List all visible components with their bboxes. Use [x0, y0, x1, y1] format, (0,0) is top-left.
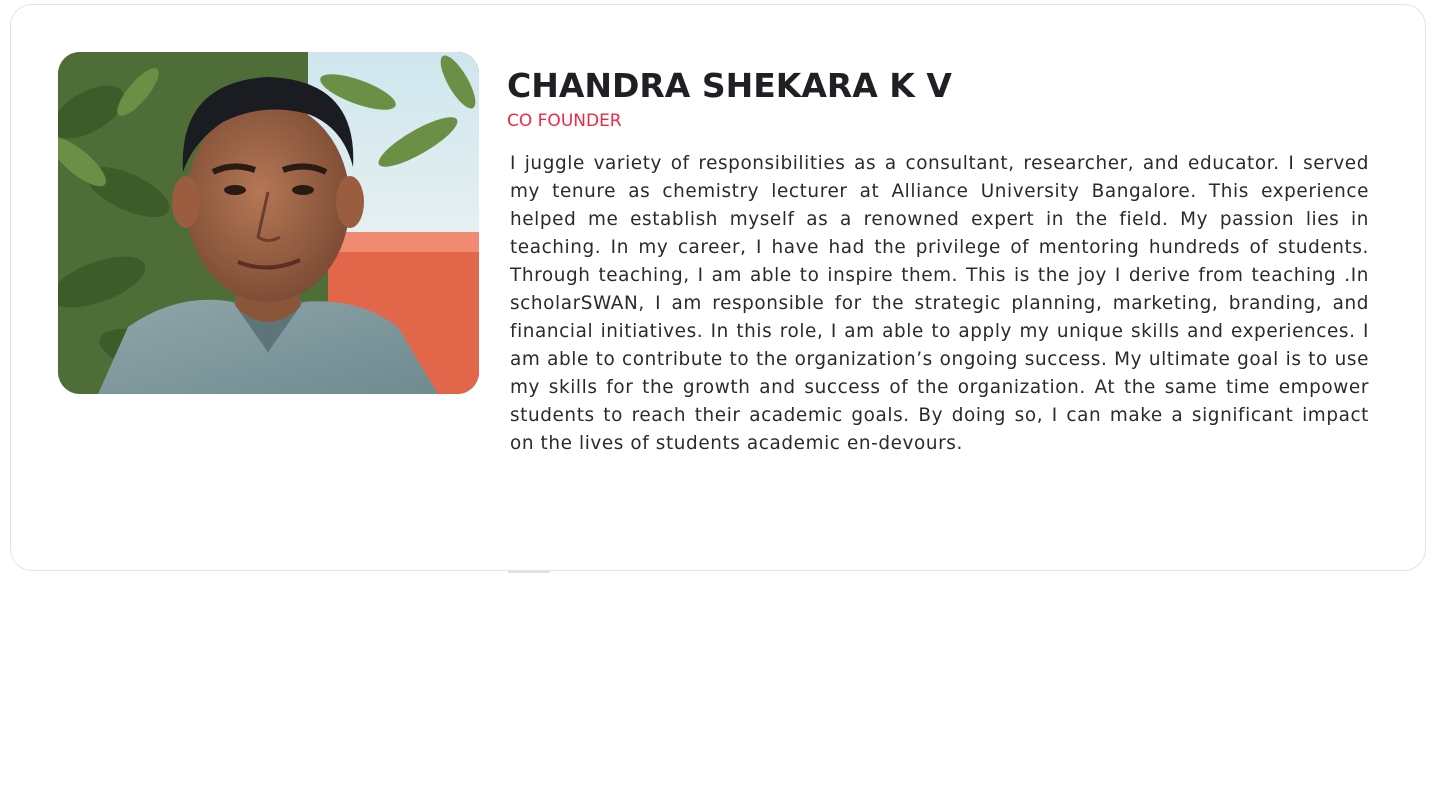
person-portrait-image [58, 52, 479, 394]
profile-card [10, 4, 1426, 571]
divider [508, 571, 550, 573]
profile-info [507, 63, 1369, 476]
profile-photo [58, 52, 479, 394]
profile-bio: I juggle variety of responsibilities as a consultant, researcher, and educator. I served my tenure as chemistry lecturer at Alliance University Bangalore. This experience helped me establish myself as a renowned expert in the field. My passion lies in teaching. In my career, I have had the privilege of mentoring hundreds of students. Through teaching, I am able to inspire them. This is the joy I derive from teaching .In scholarSWAN, I am responsible for the strategic planning, marketing, branding, and financial initiatives. In this role, I am able to apply my unique skills and experiences. I am able to contribute to the organization’s ongoing success. My ultimate goal is to use my skills for the growth and success of the organization. At the same time empower students to reach their academic goals. By doing so, I can make a significant impact on the lives of students academic en-devours. [510, 153, 1369, 454]
profile-name: CHANDRA SHEKARA K V [507, 66, 952, 105]
profile-role: CO FOUNDER [507, 111, 622, 131]
